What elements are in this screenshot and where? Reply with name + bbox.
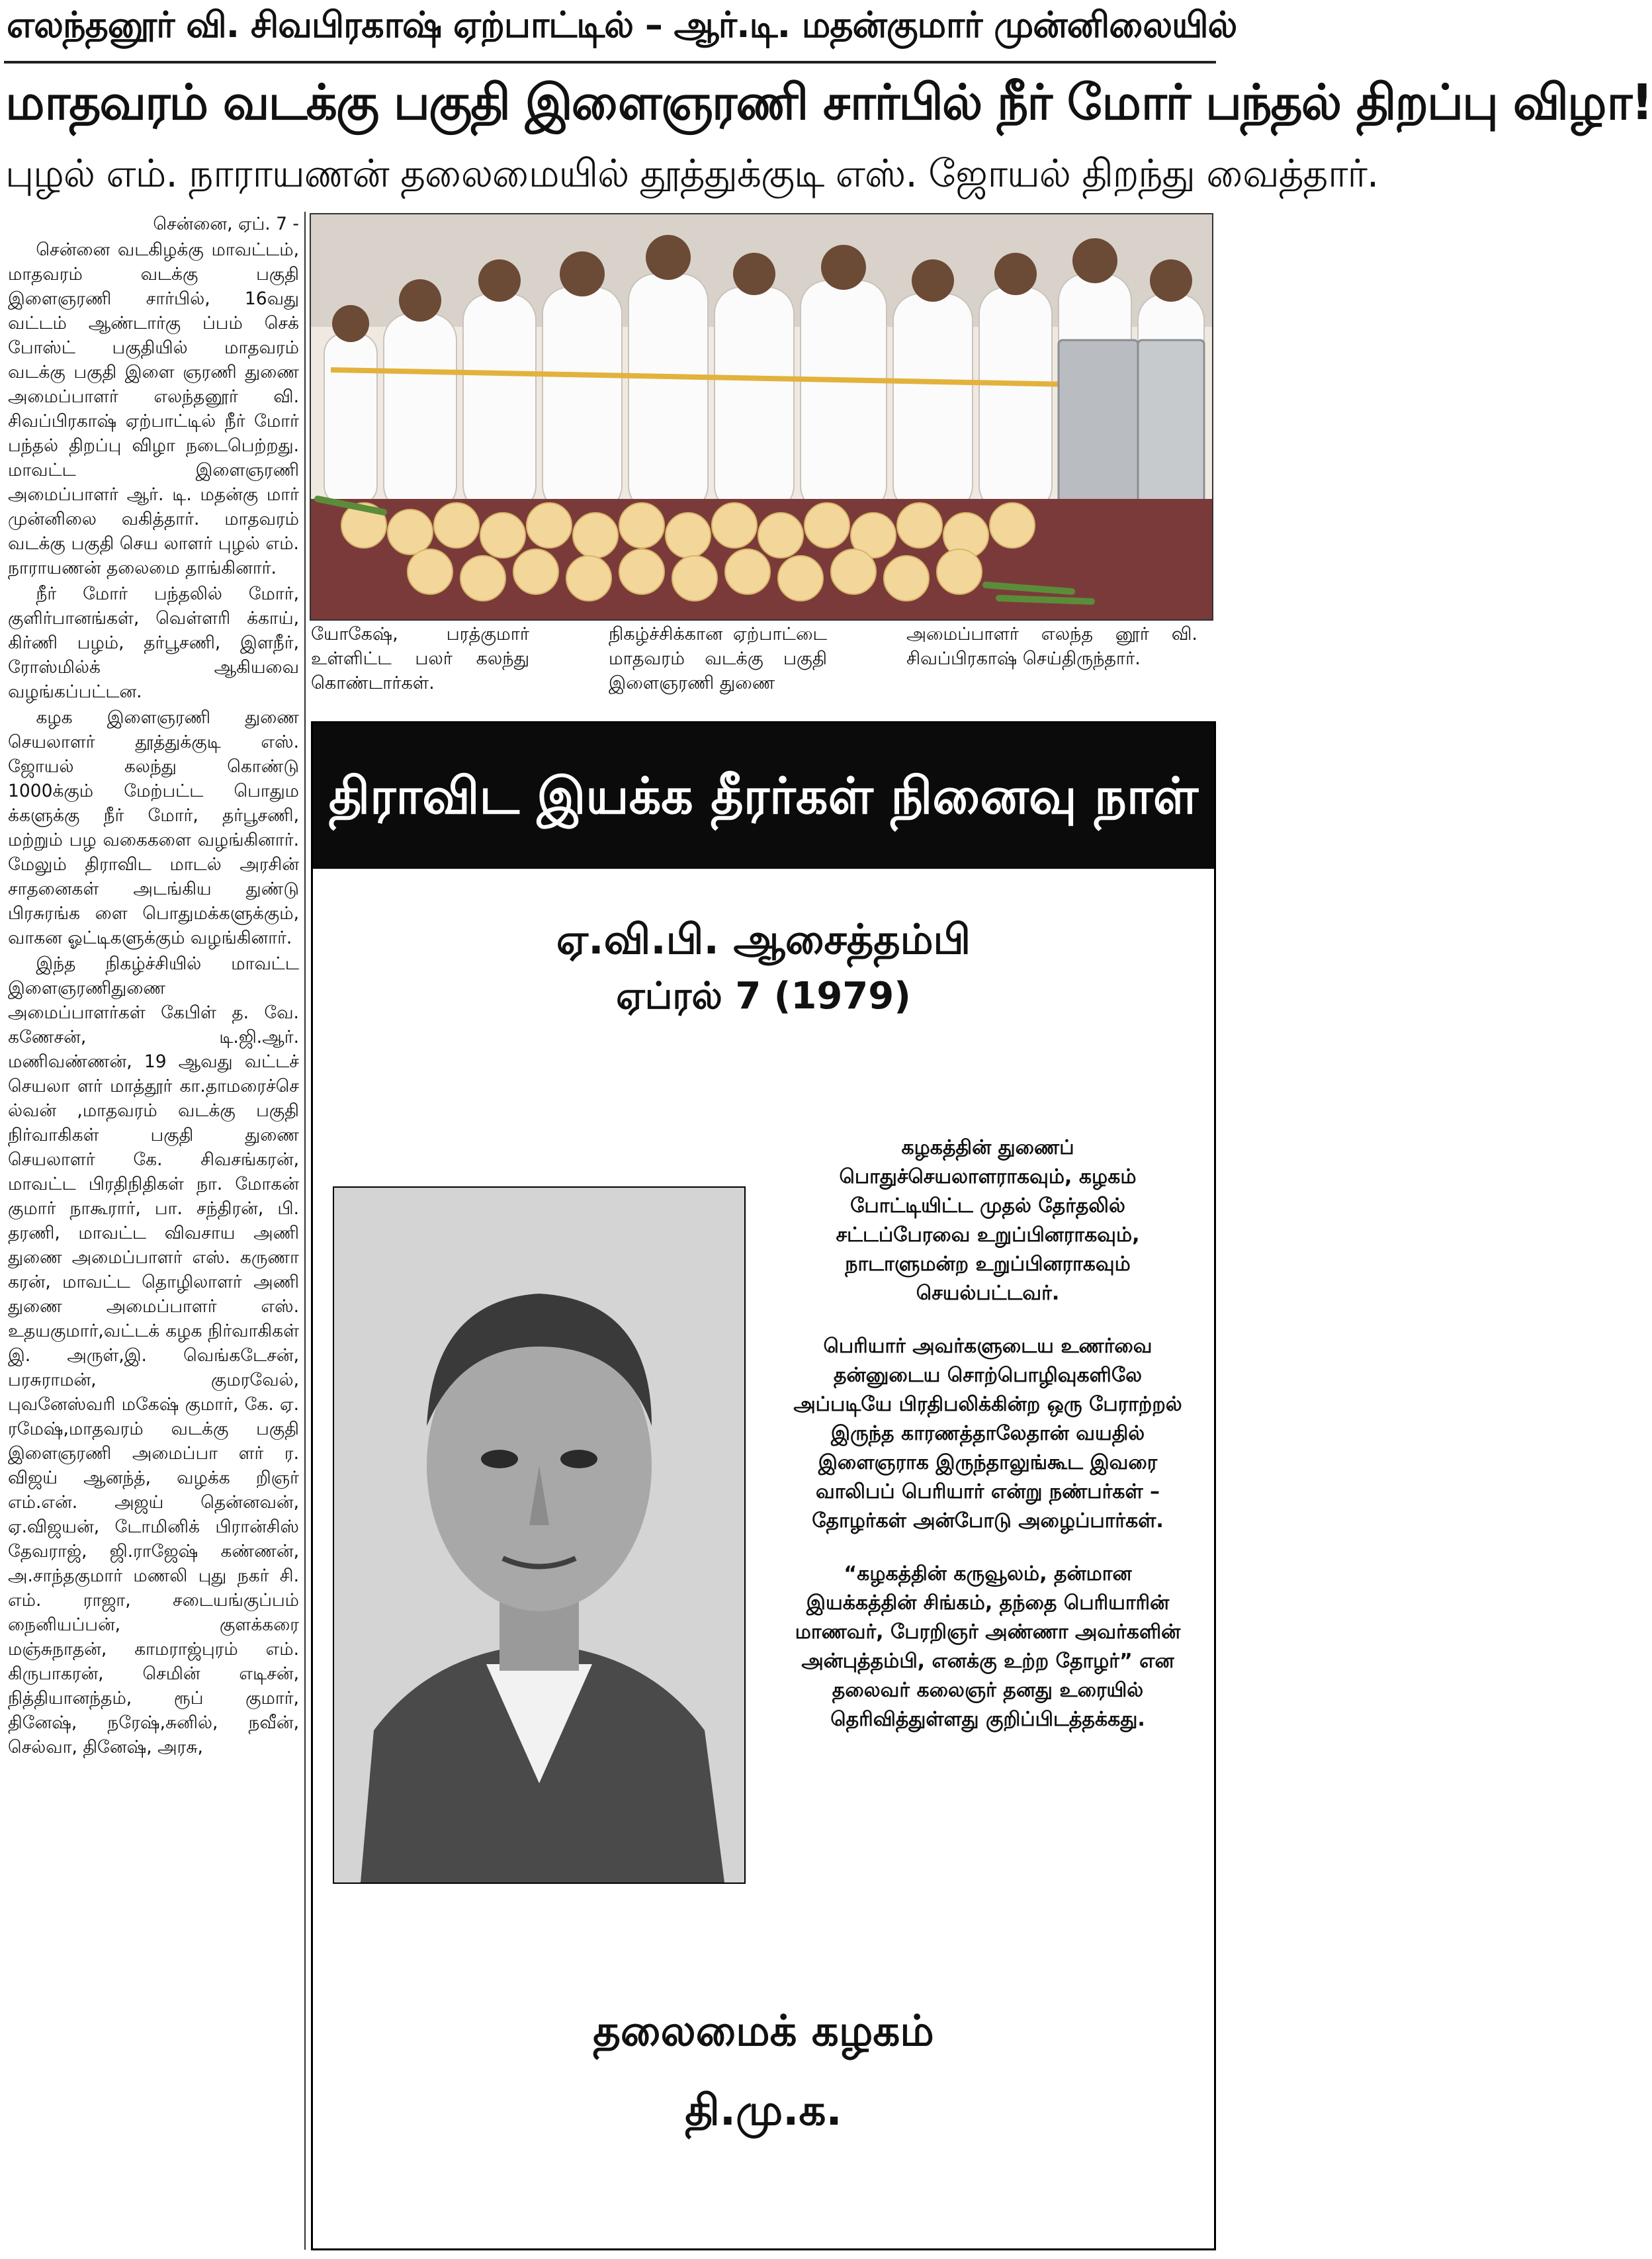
- article-body: [8, 212, 299, 2256]
- memorial-date: ஏப்ரல் 7 (1979): [616, 975, 911, 1018]
- headline: மாதவரம் வடக்கு பகுதி இளைஞரணி சார்பில் நீர் மோர் பந்தல் திறப்பு விழா!: [5, 74, 1652, 131]
- signature-org: தலைமைக் கழகம்: [593, 2007, 934, 2056]
- tribute-quote: “கழகத்தின் கருவூலம், தன்மான இயக்கத்தின் சிங்கம், தந்தை பெரியாரின் மாணவர், பேரறிஞர் அண்ணா அவர்களின் அன்புத்தம்பி, எனக்கு உற்ற தோழர்” என தலைவர் கலைஞர் தனது உரையில் தெரிவித்துள்ளது குறிப்பிடத்தக்கது.: [795, 1562, 1181, 1731]
- portrait-illustration: [334, 1188, 744, 1883]
- signature-party: தி.மு.க.: [685, 2086, 842, 2135]
- caption-part: யோகேஷ், பரத்குமார் உள்ளிட்ட பலர் கலந்து கொண்டார்கள்.: [311, 624, 529, 693]
- tribute-paragraph: பெரியார் அவர்களுடைய உணர்வை தன்னுடைய சொற்பொழிவுகளிலே அப்படியே பிரதிபலிக்கின்ற ஒரு பேராற்றல் இருந்த காரணத்தாலேதான் வயதில் இளைஞராக இருந்தாலுங்கூட இவரை வாலிபப் பெரியார் என்று நண்பர்கள் – தோழர்கள் அன்போடு அழைப்பார்கள்.: [793, 1335, 1182, 1532]
- memorial-name: ஏ.வி.பி. ஆசைத்தம்பி: [556, 915, 971, 963]
- photo-caption: [311, 622, 1211, 701]
- event-photo-illustration: [311, 214, 1212, 619]
- body-paragraph: நீர் மோர் பந்தலில் மோர், குளிர்பானங்கள், வெள்ளரி க்காய், கிர்ணி பழம், தர்பூசணி, இளநீர், ரோஸ்மில்க் ஆகியவை வழங்கப்பட்டன.: [8, 584, 299, 702]
- event-photo: [310, 213, 1213, 621]
- tribute-paragraph: கழகத்தின் துணைப் பொதுச்செயலாளராகவும், கழகம் போட்டியிட்ட முதல் தேர்தலில் சட்டப்பேரவை உறுப்பினராகவும், நாடாளுமன்ற உறுப்பினராகவும் செயல்பட்டவர்.: [836, 1136, 1140, 1305]
- dateline: சென்னை, ஏப். 7 -: [153, 214, 299, 234]
- body-paragraph: இந்த நிகழ்ச்சியில் மாவட்ட இளைஞரணிதுணை அமைப்பாளர்கள் கேபிள் த. வே. கணேசன், டி.ஜி.ஆர். மணிவண்ணன், 19 ஆவது வட்டச் செயலா ளர் மாத்தூர் கா.தாமரைச்செ ல்வன் ,மாதவரம் வடக்கு பகுதி நிர்வாகிகள் பகுதி துணை செயலாளர் கே. சிவசங்கரன், மாவட்ட பிரதிநிதிகள் நா. மோகன் குமார் நாகூரார், பா. சந்திரன், பி. தரணி, மாவட்ட விவசாய அணி துணை அமைப்பாளர் எஸ். கருணா கரன், மாவட்ட தொழிலாளர் அணி துணை அமைப்பாளர் எஸ். உதயகுமார்,வட்டக் கழக நிர்வாகிகள் இ. அருள்,இ. வெங்கடேசன், பரசுராமன், குமரவேல், புவனேஸ்வரி மகேஷ் குமார், கே. ஏ. ரமேஷ்,மாதவரம் வடக்கு பகுதி இளைஞரணி அமைப்பா ளர் ர. விஜய் ஆனந்த், வழக்க றிஞர் எம்.என். அஜய் தென்னவன், ஏ.விஜயன், டோமினிக் பிரான்சிஸ் தேவராஜ், ஜி.ராஜேஷ் கண்ணன், அ.சாந்தகுமார் மணலி புது நகர் சி. எம். ராஜா, சடையங்குப்பம் நைனியப்பன், குளக்கரை மஞ்சுநாதன், காமராஜ்புரம் எம். கிருபாகரன், செமின் எடிசன், நித்தியானந்தம், ரூப் குமார், தினேஷ், நரேஷ்,சுனில், நவீன், செல்வா, தினேஷ், அரசு,: [8, 953, 299, 1757]
- caption-part: அமைப்பாளர் எலந்த னூர் வி. சிவப்பிரகாஷ் செய்திருந்தார்.: [906, 624, 1197, 669]
- column-rule: [304, 212, 306, 2250]
- memorial-tribute: [789, 1133, 1186, 1758]
- body-paragraph: கழக இளைஞரணி துணை செயலாளர் தூத்துக்குடி எஸ். ஜோயல் கலந்து கொண்டு 1000க்கும் மேற்பட்ட பொதும க்களுக்கு நீர் மோர், தர்பூசணி, மற்றும் பழ வகைகளை வழங்கினார். மேலும் திராவிட மாடல் அரசின் சாதனைகள் அடங்கிய துண்டு பிரசுரங்க ளை பொதுமக்களுக்கும், வாகன ஓட்டிகளுக்கும் வழங்கினார்.: [8, 707, 299, 948]
- memorial-notice: [311, 721, 1216, 2250]
- top-rule: [4, 61, 1216, 64]
- subheadline: புழல் எம். நாராயணன் தலைமையில் தூத்துக்குடி எஸ். ஜோயல் திறந்து வைத்தார்.: [5, 151, 1379, 196]
- caption-part: நிகழ்ச்சிக்கான ஏற்பாட்டை மாதவரம் வடக்கு பகுதி இளைஞரணி துணை: [609, 624, 827, 693]
- kicker-line: எலந்தனூர் வி. சிவபிரகாஷ் ஏற்பாட்டில் – ஆர்.டி. மதன்குமார் முன்னிலையில்: [7, 4, 1237, 46]
- body-paragraph: சென்னை வடகிழக்கு மாவட்டம், மாதவரம் வடக்கு பகுதி இளைஞரணி சார்பில், 16வது வட்டம் ஆண்டார்கு ப்பம் செக் போஸ்ட் பகுதியில் மாதவரம் வடக்கு பகுதி இளை ஞரணி துணை அமைப்பாளர் எலந்தனூர் வி. சிவப்பிரகாஷ் ஏற்பாட்டில் நீர் மோர் பந்தல் திறப்பு விழா நடைபெற்றது. மாவட்ட இளைஞரணி அமைப்பாளர் ஆர். டி. மதன்கு மார் முன்னிலை வகித்தார். மாதவரம் வடக்கு பகுதி செய லாளர் புழல் எம். நாராயணன் தலைமை தாங்கினார்.: [8, 240, 299, 578]
- portrait-photo: [333, 1186, 746, 1884]
- memorial-banner: திராவிட இயக்க தீரர்கள் நினைவு நாள்: [313, 723, 1214, 869]
